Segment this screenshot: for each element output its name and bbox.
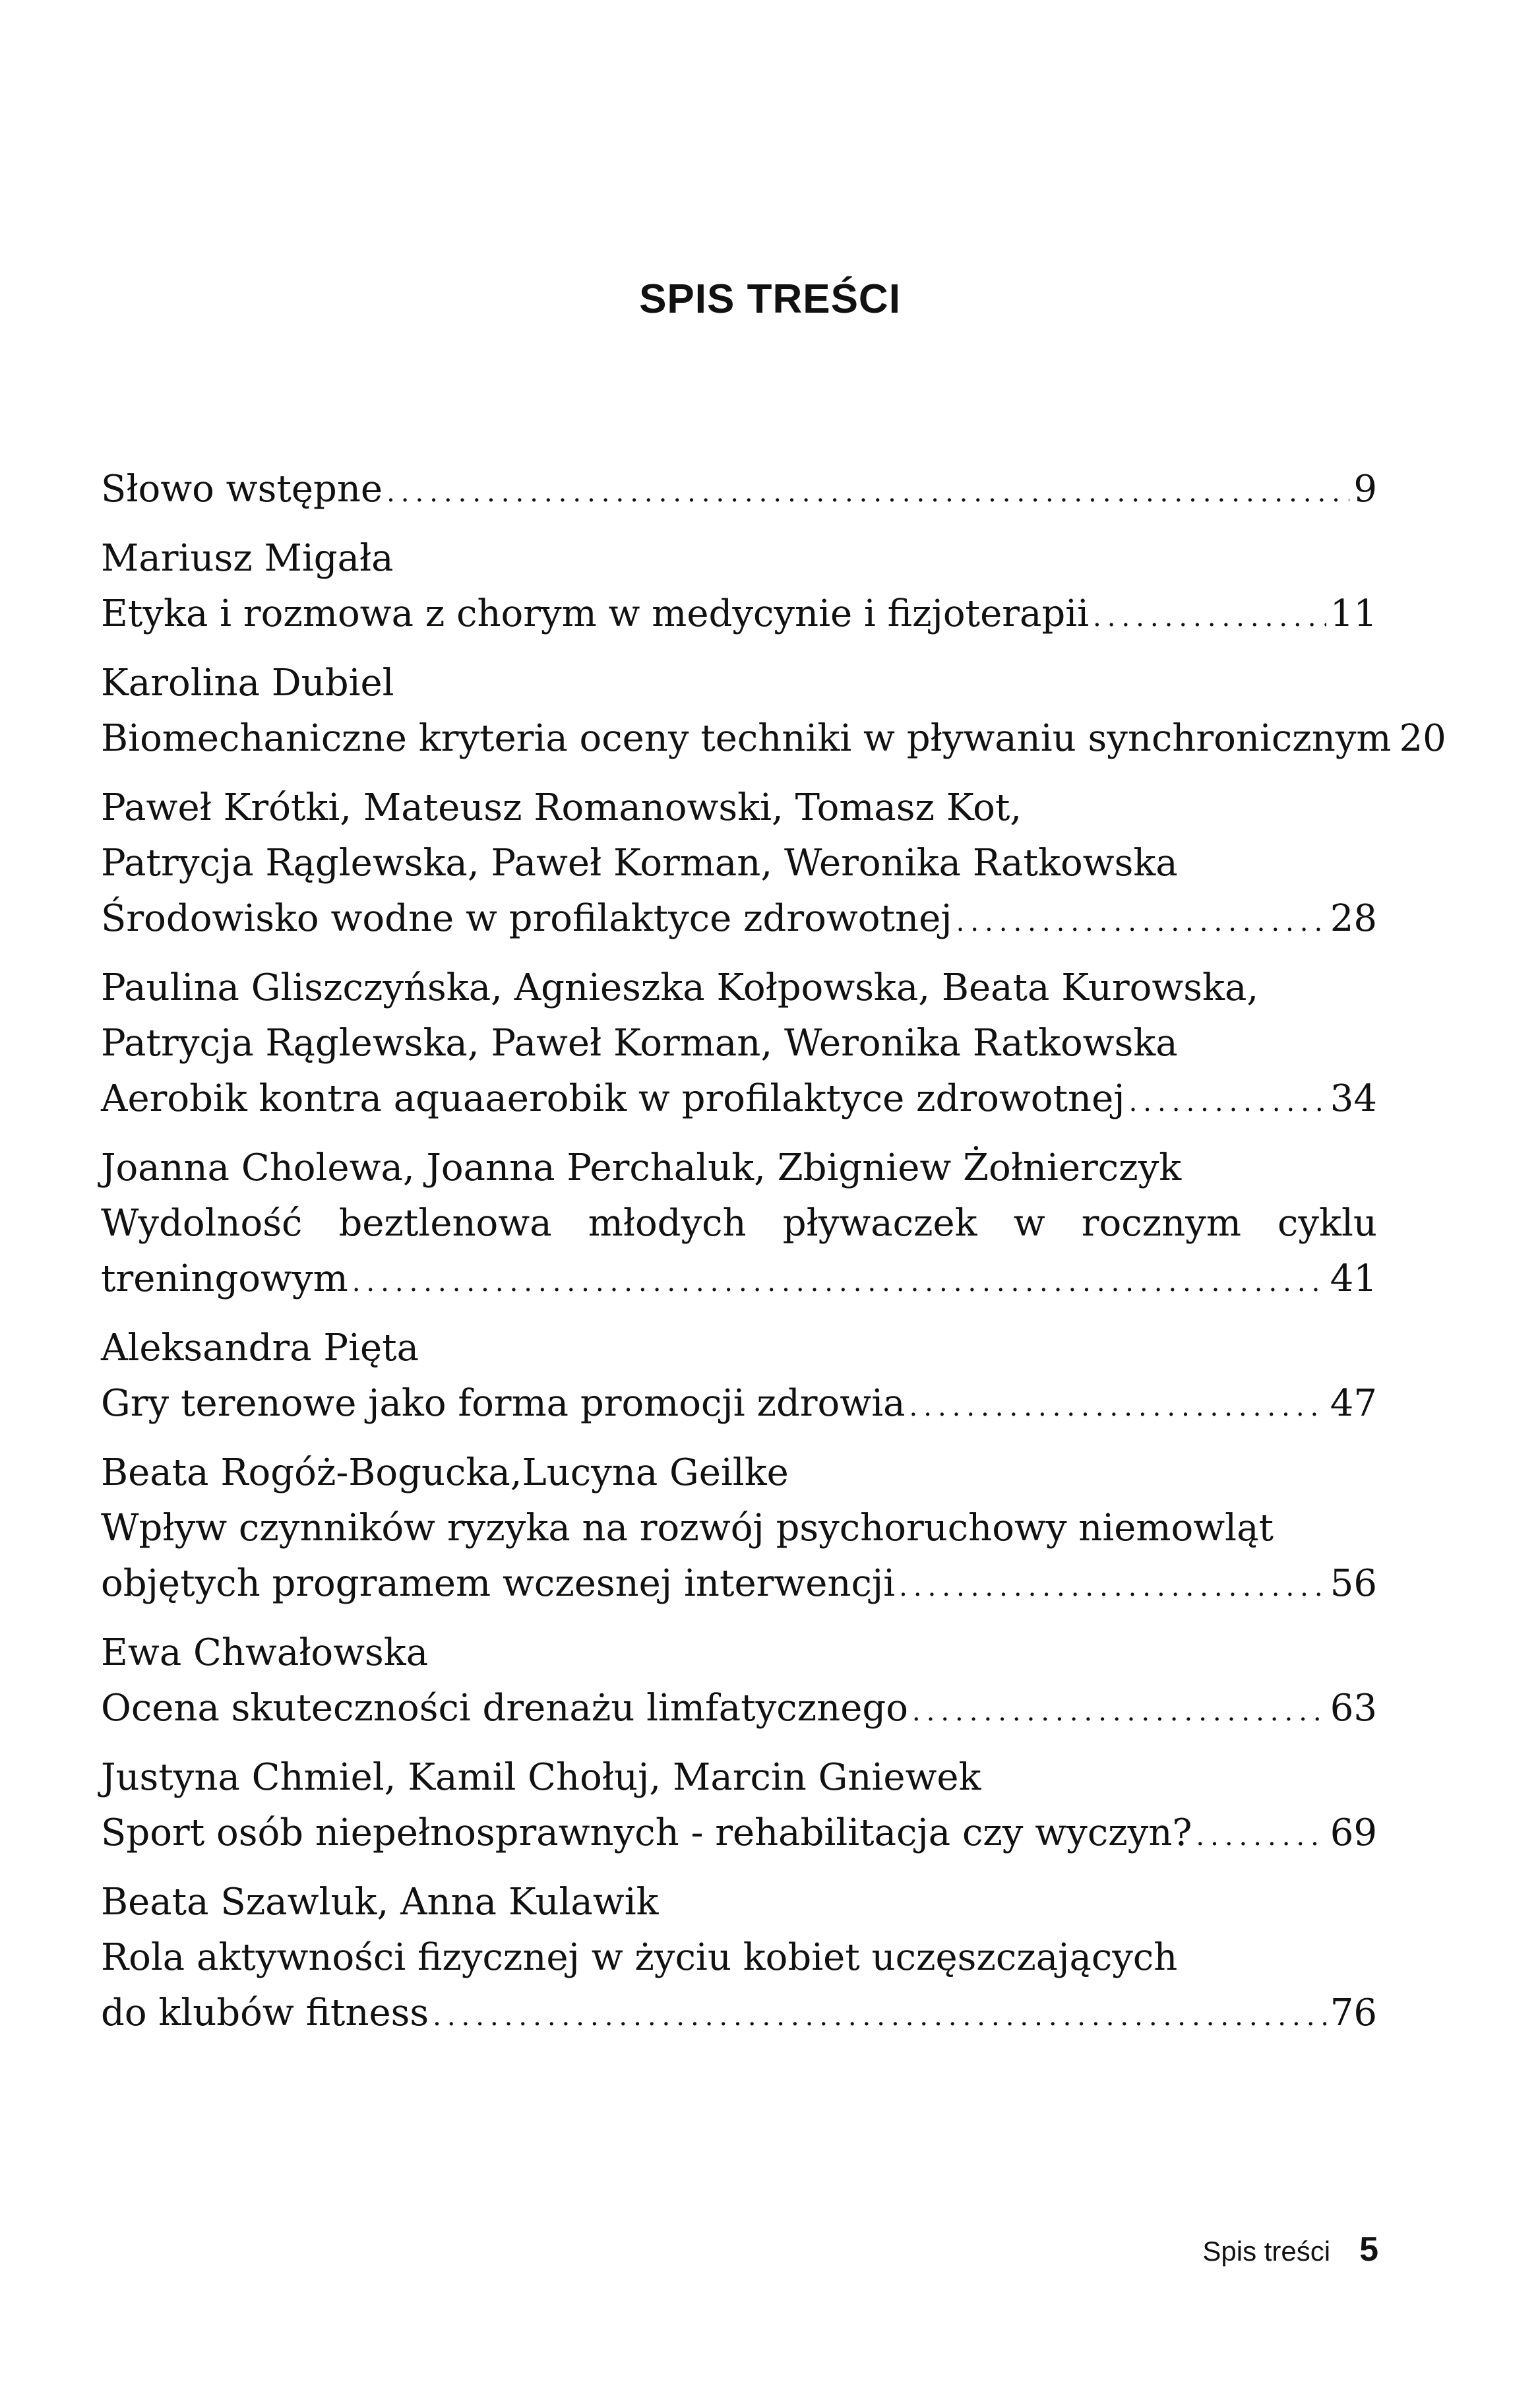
page-footer (1121, 2230, 1378, 2269)
toc-entry (101, 656, 1446, 770)
toc-title-line: Rola aktywności fizycznej w życiu kobiet uczęszczających (101, 1936, 1178, 1979)
toc-title: Biomechaniczne kryteria oceny techniki w pływaniu synchronicznym (101, 717, 1392, 760)
dot-leader (899, 1559, 1326, 1615)
title-word: Wydolność (101, 1202, 303, 1245)
toc-page-number: 11 (1330, 592, 1377, 635)
dot-leader (386, 465, 1349, 520)
toc-entry (101, 1750, 1377, 1864)
dot-leader (1129, 1075, 1326, 1130)
toc-title: treningowym (101, 1257, 348, 1300)
toc-title: do klubów fitness (101, 1992, 429, 2034)
toc-title: Gry terenowe jako forma promocji zdrowia (101, 1382, 906, 1425)
table-of-contents (101, 462, 1446, 2055)
toc-entry (101, 1625, 1377, 1740)
toc-page-number: 76 (1330, 1992, 1377, 2034)
toc-line (101, 1681, 1377, 1740)
toc-page-number: 34 (1330, 1077, 1377, 1120)
toc-entry (101, 780, 1377, 950)
toc-entry (101, 1875, 1377, 2044)
toc-line (101, 1071, 1377, 1130)
toc-line (101, 711, 1446, 770)
toc-page-number: 47 (1330, 1382, 1377, 1425)
toc-title: objętych programem wczesnej interwencji (101, 1562, 896, 1605)
dot-leader (1196, 1809, 1326, 1864)
toc-entry (101, 1445, 1377, 1615)
title-word: pływaczek (782, 1202, 977, 1245)
dot-leader (956, 895, 1326, 950)
toc-title: Sport osób niepełnosprawnych - rehabilitacja czy wyczyn? (101, 1811, 1192, 1854)
toc-title: Słowo wstępne (101, 468, 383, 511)
title-word: młodych (588, 1202, 747, 1245)
title-word: rocznym (1081, 1202, 1241, 1245)
footer-page-number: 5 (1359, 2230, 1378, 2269)
toc-authors: Mariusz Migała (101, 537, 394, 580)
toc-entry (101, 462, 1377, 520)
toc-page-number: 69 (1330, 1811, 1377, 1854)
toc-title: Ocena skuteczności drenażu limfatycznego (101, 1687, 908, 1730)
toc-line (101, 1251, 1377, 1310)
toc-page-number: 20 (1399, 717, 1446, 760)
toc-line (101, 586, 1377, 645)
title-word: cyklu (1278, 1202, 1377, 1245)
toc-authors: Justyna Chmiel, Kamil Chołuj, Marcin Gniewek (101, 1756, 981, 1799)
dot-leader (433, 1989, 1326, 2044)
toc-page-number: 28 (1330, 897, 1377, 940)
page-title: SPIS TREŚCI (639, 276, 901, 322)
toc-line (101, 891, 1377, 950)
toc-entry (101, 1141, 1377, 1310)
toc-authors: Patrycja Rąglewska, Paweł Korman, Weronika Ratkowska (101, 842, 1178, 885)
dot-leader (352, 1255, 1326, 1310)
toc-line (101, 1376, 1377, 1435)
toc-title: Aerobik kontra aquaaerobik w profilaktyce zdrowotnej (101, 1077, 1125, 1120)
toc-title: Środowisko wodne w profilaktyce zdrowotnej (101, 897, 952, 940)
toc-entry (101, 1321, 1377, 1435)
toc-title-line: Wpływ czynników ryzyka na rozwój psychoruchowy niemowląt (101, 1507, 1274, 1550)
toc-title: Etyka i rozmowa z chorym w medycynie i fizjoterapii (101, 592, 1090, 635)
dot-leader (912, 1684, 1326, 1740)
toc-authors: Aleksandra Pięta (101, 1327, 419, 1369)
toc-page-number: 41 (1330, 1257, 1377, 1300)
toc-authors: Paweł Krótki, Mateusz Romanowski, Tomasz Kot, (101, 786, 1022, 829)
toc-authors: Patrycja Rąglewska, Paweł Korman, Weronika Ratkowska (101, 1022, 1178, 1065)
toc-authors: Joanna Cholewa, Joanna Perchaluk, Zbigniew Żołnierczyk (101, 1146, 1182, 1189)
title-word: beztlenowa (338, 1202, 552, 1245)
toc-authors: Paulina Gliszczyńska, Agnieszka Kołpowska, Beata Kurowska, (101, 966, 1259, 1009)
toc-authors: Karolina Dubiel (101, 662, 394, 705)
toc-line (101, 1556, 1377, 1615)
footer-section-label: Spis treści (1202, 2236, 1331, 2267)
toc-page-number: 56 (1330, 1562, 1377, 1605)
dot-leader (909, 1379, 1326, 1435)
toc-page-number: 9 (1353, 468, 1377, 511)
toc-entry (101, 531, 1377, 645)
toc-authors: Ewa Chwałowska (101, 1631, 429, 1674)
toc-line (101, 462, 1377, 520)
toc-title-justified-line (101, 1196, 1377, 1251)
dot-leader (1093, 590, 1326, 645)
toc-authors: Beata Rogóż-Bogucka,Lucyna Geilke (101, 1451, 789, 1494)
toc-page-number: 63 (1330, 1687, 1377, 1730)
toc-line (101, 1805, 1377, 1864)
toc-authors: Beata Szawluk, Anna Kulawik (101, 1881, 659, 1924)
toc-entry (101, 960, 1377, 1130)
title-word: w (1013, 1202, 1045, 1245)
toc-line (101, 1986, 1377, 2044)
